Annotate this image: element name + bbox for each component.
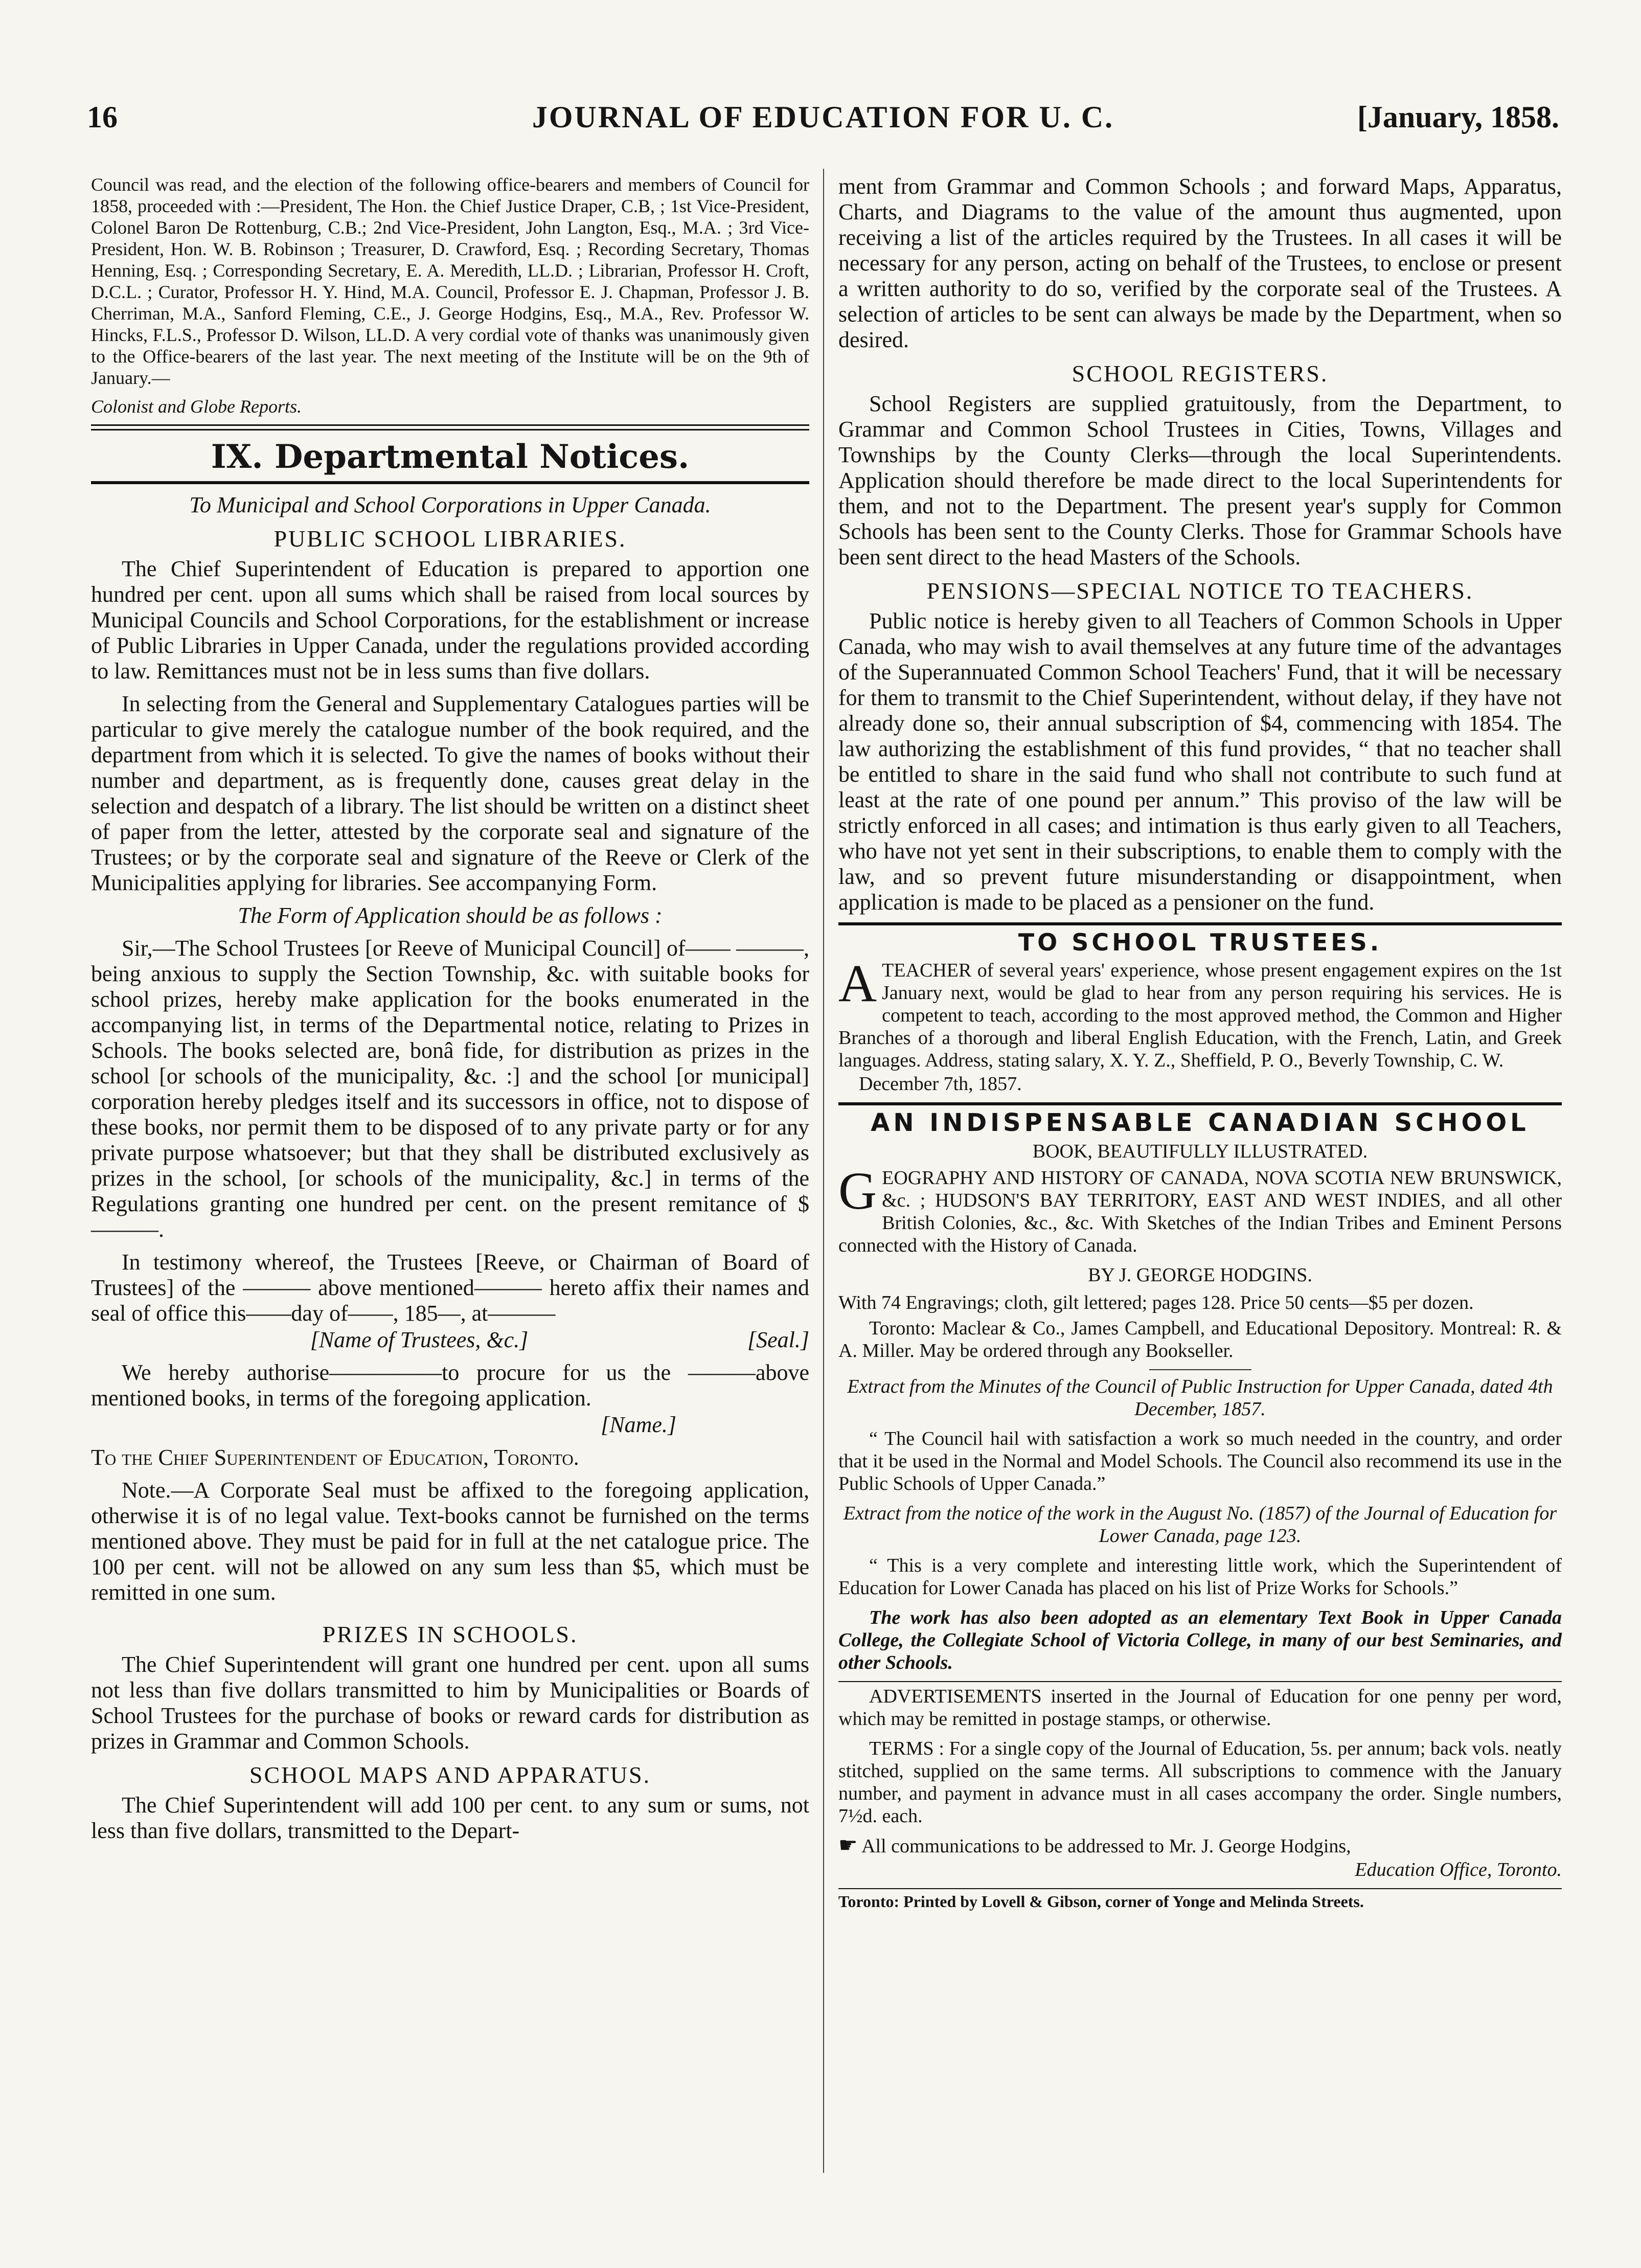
form-signature-seal: [Seal.]: [747, 1327, 809, 1352]
registers-paragraph: School Registers are supplied gratuitously, from the Department, to Grammar and Common School Trustees in Cities, Towns, Villages and Townships by the County Clerks—through the local Superintendents. Application should therefore be made direct to the local Superintendents for them, and not to the Department. The present year's supply for Common Schools has been sent to the County Clerks. Those for Grammar Schools have been sent direct to the head Masters of the Schools.: [838, 391, 1562, 570]
libraries-heading: PUBLIC SCHOOL LIBRARIES.: [274, 526, 627, 552]
libraries-paragraph-1: The Chief Superintendent of Education is prepared to apportion one hundred per cent. upon all sums which shall be raised from local sources by Municipal Councils and School Corporations, for the establishment or increase of Public Libraries in Upper Canada, under the regulations provided according to law. Remittances must not be in less sums than five dollars.: [91, 556, 809, 684]
communications-text: All communications to be addressed to Mr. J. George Hodgins,: [861, 1835, 1351, 1857]
prizes-heading: PRIZES IN SCHOOLS.: [322, 1621, 578, 1647]
to-corporations: To Municipal and School Corporations in Upper Canada.: [189, 492, 711, 517]
trustees-ad-text: TEACHER of several years' experience, whose present engagement expires on the 1st January next, would be glad to hear from any person requiring his services. He is competent to teach, according to the most approved method, the Common and Higher Branches of a thorough and liberal English Education, with the French, Latin, and Greek languages. Address, stating salary, X. Y. Z., Sheffield, P. O., Beverly Township, C. W.: [838, 960, 1562, 1071]
page-number: 16: [87, 100, 118, 134]
council-source: Colonist and Globe Reports.: [91, 396, 302, 417]
form-signature-name: [Name of Trustees, &c.]: [310, 1327, 529, 1352]
form-paragraph-3: We hereby authorise—————to procure for us the ———above mentioned books, in terms of the foregoing application.: [91, 1360, 809, 1411]
form-paragraph-1: Sir,—The School Trustees [or Reeve of Municipal Council] of—— ———, being anxious to supply the Section Township, &c. with suitable books for school prizes, hereby make application for the books enumerated in the accompanying list, in terms of the Departmental notice, relating to Prizes in Schools. The books selected are, bonâ fide, for distribution as prizes in the school [or schools of the municipality, &c. :] and the school [or municipal] corporation hereby pledges itself and its successors in office, not to dispose of these books, nor permit them to be disposed of to any private party or for any private purpose whatsoever; but that they shall be distributed exclusively as prizes in the school, [or schools of the municipality, &c.] in terms of the Regulations granting one hundred per cent. on the present remitance of $———.: [91, 936, 809, 1242]
ads-rule: [838, 1681, 1562, 1682]
extract-rule: [1149, 1369, 1251, 1370]
extract-1-title: Extract from the Minutes of the Council of Public Instruction for Upper Canada, dated 4th December, 1857.: [847, 1376, 1553, 1420]
form-paragraph-2: In testimony whereof, the Trustees [Reeve, or Chairman of Board of Trustees] of the ——— above mentioned——— hereto affix their names and seal of office this——day of——, 185—, at———: [91, 1250, 809, 1326]
page-header: [87, 100, 1559, 135]
printer-rule: [838, 1888, 1562, 1889]
journal-title: JOURNAL OF EDUCATION FOR U. C.: [532, 100, 1114, 134]
communications-line: [838, 1834, 1562, 1857]
form-signature-line: [91, 1327, 809, 1353]
trustees-date: December 7th, 1857.: [859, 1073, 1022, 1095]
terms-text: TERMS : For a single copy of the Journal of Education, 5s. per annum; back vols. neatly stitched, supplied on the same terms. All subscriptions to commence with the January number, and payment in advance must in all cases accompany the order. Single numbers, 7½d. each.: [838, 1738, 1562, 1827]
maps-heading: SCHOOL MAPS AND APPARATUS.: [249, 1762, 651, 1788]
section-title: IX. Departmental Notices.: [211, 438, 690, 476]
printer-line: Toronto: Printed by Lovell & Gibson, corner of Yonge and Melinda Streets.: [838, 1892, 1364, 1911]
trustees-heading: TO SCHOOL TRUSTEES.: [1018, 928, 1382, 956]
pensions-paragraph: Public notice is hereby given to all Teachers of Common Schools in Upper Canada, who may wish to avail themselves at any future time of the advantages of the Superannuated Common School Teachers' Fund, that it will be necessary for them to transmit to the Chief Superintendent, without delay, if they have not already done so, their annual subscription of $4, commencing with 1854. The law authorizing the establishment of this fund provides, “ that no teacher shall be entitled to share in the said fund who shall not contribute to such fund at least at the rate of one pound per annum.” This proviso of the law will be strictly enforced in all cases; and intimation is thus early given to all Teachers, who have not yet sent in their subscriptions, to enable them to comply with the law, and so prevent future misunderstanding or disappointment, when application is made to be placed as a pensioner on the fund.: [838, 608, 1562, 915]
book-sellers: Toronto: Maclear & Co., James Campbell, and Educational Depository. Montreal: R. & A. Miller. May be ordered through any Bookseller.: [838, 1318, 1562, 1362]
maps-paragraph: The Chief Superintendent will add 100 per cent. to any sum or sums, not less than five dollars, transmitted to the Depart-: [91, 1793, 809, 1843]
libraries-paragraph-2: In selecting from the General and Supplementary Catalogues parties will be particular to give merely the catalogue number of the book required, and the department from which it is selected. To give the names of books without their number and department, as is frequently done, causes great delay in the selection and despatch of a library. The list should be written on a distinct sheet of paper from the letter, attested by the corporate seal and signature of the Trustees; or by the corporate seal and signature of the Reeve or Clerk of the Municipalities applying for libraries. See accompanying Form.: [91, 691, 809, 895]
communications-office: Education Office, Toronto.: [1355, 1859, 1562, 1880]
pointing-hand-icon: ☛: [838, 1834, 858, 1857]
trustees-rule: [838, 922, 1562, 925]
book-description: [838, 1162, 1562, 1257]
book-rule: [838, 1102, 1562, 1105]
extract-1-text: “ The Council hail with satisfaction a work so much needed in the country, and order that it be used in the Normal and Model Schools. The Council also recommend its use in the Public Schools of Upper Canada.”: [838, 1428, 1562, 1494]
form-addressee: To the Chief Superintendent of Education, Toronto.: [91, 1445, 579, 1470]
section-rule-bottom: [91, 481, 809, 484]
book-subheading: BOOK, BEAUTIFULLY ILLUSTRATED.: [1032, 1141, 1368, 1162]
section-rule: [91, 424, 809, 430]
advertisements-text: ADVERTISEMENTS inserted in the Journal of Education for one penny per word, which may be remitted in postage stamps, or otherwise.: [838, 1686, 1562, 1730]
book-dropcap: G: [838, 1162, 877, 1220]
extract-2-title: Extract from the notice of the work in the August No. (1857) of the Journal of Education for Lower Canada, page 123.: [843, 1503, 1557, 1547]
book-price: With 74 Engravings; cloth, gilt lettered; pages 128. Price 50 cents—$5 per dozen.: [838, 1292, 1474, 1313]
maps-paragraph-continued: ment from Grammar and Common Schools ; and forward Maps, Apparatus, Charts, and Diagrams to the value of the amount thus augmented, upon receiving a list of the articles required by the Trustees. In all cases it will be necessary for any person, acting on behalf of the Trustees, to enclose or present a written authority to do so, verified by the corporate seal of the Trustees. A selection of articles to be sent can always be made by the Department, when so desired.: [838, 174, 1562, 352]
prizes-paragraph: The Chief Superintendent will grant one hundred per cent. upon all sums not less than five dollars transmitted to him by Municipalities or Boards of School Trustees for the purchase of books or reward cards for distribution as prizes in Grammar and Common Schools.: [91, 1652, 809, 1754]
form-intro: The Form of Application should be as follows :: [238, 903, 663, 928]
column-divider: [823, 169, 824, 2173]
pensions-heading: PENSIONS—SPECIAL NOTICE TO TEACHERS.: [926, 578, 1474, 604]
book-heading: AN INDISPENSABLE CANADIAN SCHOOL: [871, 1108, 1530, 1137]
form-paragraph-3-name: [Name.]: [601, 1412, 676, 1437]
right-column: [838, 174, 1562, 1918]
registers-heading: SCHOOL REGISTERS.: [1072, 360, 1329, 387]
book-author: BY J. GEORGE HODGINS.: [1088, 1264, 1312, 1286]
book-description-text: EOGRAPHY AND HISTORY OF CANADA, NOVA SCOTIA NEW BRUNSWICK, &c. ; HUDSON'S BAY TERRITORY, EAST AND WEST INDIES, and all other British Colonies, &c., &c. With Sketches of the Indian Tribes and Eminent Persons connected with the History of Canada.: [838, 1167, 1562, 1256]
trustees-ad: [838, 954, 1562, 1072]
adopted-text: The work has also been adopted as an elementary Text Book in Upper Canada College, the Collegiate School of Victoria College, in many of our best Seminaries, and other Schools.: [838, 1607, 1562, 1673]
trustees-dropcap: A: [838, 954, 877, 1013]
extract-2-text: “ This is a very complete and interesting little work, which the Superintendent of Education for Lower Canada has placed on his list of Prize Works for Schools.”: [838, 1555, 1562, 1599]
left-column: [91, 174, 809, 1851]
issue-date: [January, 1858.: [1357, 100, 1559, 134]
note-paragraph: Note.—A Corporate Seal must be affixed to the foregoing application, otherwise it is of no legal value. Text-books cannot be furnished on the terms mentioned above. They must be paid for in full at the net catalogue price. The 100 per cent. will not be allowed on any sum less than $5, which must be remitted in one sum.: [91, 1478, 809, 1605]
council-election-text: Council was read, and the election of the following office-bearers and members of Council for 1858, proceeded with :—President, The Hon. the Chief Justice Draper, C.B, ; 1st Vice-President, Colonel Baron De Rottenburg, C.B.; 2nd Vice-President, John Langton, Esq., M.A. ; 3rd Vice-President, Hon. W. B. Robinson ; Treasurer, D. Crawford, Esq. ; Recording Secretary, Thomas Henning, Esq. ; Corresponding Secretary, E. A. Meredith, LL.D. ; Librarian, Professor H. Croft, D.C.L. ; Curator, Professor H. Y. Hind, M.A. Council, Professor E. J. Chapman, Professor J. B. Cherriman, M.A., Sanford Fleming, C.E., J. George Hodgins, Esq., M.A., Rev. Professor W. Hincks, F.L.S., Professor D. Wilson, LL.D. A very cordial vote of thanks was unanimously given to the Office-bearers of the last year. The next meeting of the Institute will be on the 9th of January.—: [91, 174, 809, 388]
